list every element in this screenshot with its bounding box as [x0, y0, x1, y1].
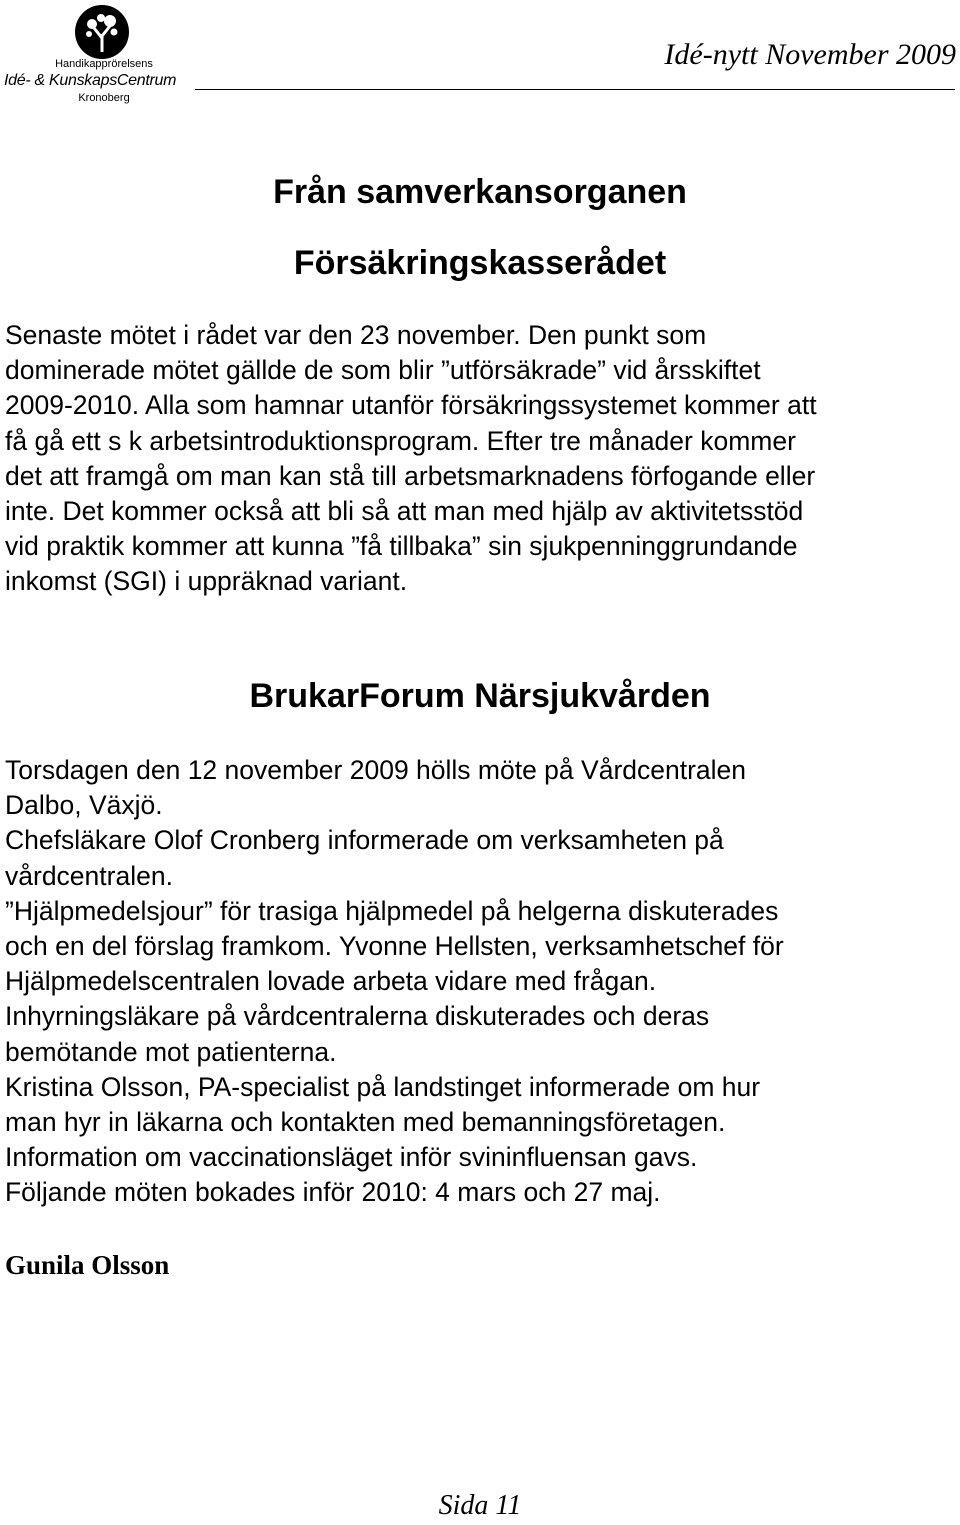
text-line: dominerade mötet gällde de som blir ”utförsäkrade” vid årsskiftet: [5, 355, 761, 386]
section-body-brukarforum: [5, 753, 955, 1211]
tree-logo-icon: [74, 4, 130, 60]
logo-region-line: Kronoberg: [78, 92, 130, 104]
text-line: Information om vaccinationsläget inför svininfluensan gavs.: [5, 1142, 698, 1173]
text-line: Hjälpmedelscentralen lovade arbeta vidare med frågan.: [5, 966, 657, 997]
text-line: Kristina Olsson, PA-specialist på landstinget informerade om hur: [5, 1071, 761, 1102]
text-line: bemötande mot patienterna.: [5, 1036, 337, 1067]
main-heading: Från samverkansorganen: [273, 173, 687, 211]
text-line: Följande möten bokades inför 2010: 4 mars och 27 maj.: [5, 1177, 661, 1208]
text-line: Inhyrningsläkare på vårdcentralerna diskuterades och deras: [5, 1001, 710, 1032]
text-line: inkomst (SGI) i uppräknad variant.: [5, 566, 408, 597]
text-line: man hyr in läkarna och kontakten med bemanningsföretagen.: [5, 1107, 726, 1138]
text-line: inte. Det kommer också att bli så att man med hjälp av aktivitetsstöd: [5, 496, 804, 527]
header-divider: [195, 89, 955, 90]
text-line: och en del förslag framkom. Yvonne Hellsten, verksamhetschef för: [5, 931, 784, 962]
section-body-forsakringskassan: [5, 318, 955, 600]
text-line: Torsdagen den 12 november 2009 hölls möte på Vårdcentralen: [5, 755, 747, 785]
text-line: ”Hjälpmedelsjour” för trasiga hjälpmedel på helgerna diskuterades: [5, 895, 779, 926]
text-line: vårdcentralen.: [5, 860, 173, 891]
section-heading-brukarforum: BrukarForum Närsjukvården: [249, 677, 711, 715]
organization-logo: [4, 2, 204, 106]
text-line: Chefsläkare Olof Cronberg informerade om verksamheten på: [5, 825, 724, 856]
page-header: [0, 0, 960, 110]
text-line: få gå ett s k arbetsintroduktionsprogram. Efter tre månader kommer: [5, 425, 796, 456]
text-line: 2009-2010. Alla som hamnar utanför försäkringssystemet kommer att: [5, 390, 817, 421]
text-line: Senaste mötet i rådet var den 23 november. Den punkt som: [5, 320, 707, 350]
newsletter-title: Idé-nytt November 2009: [664, 38, 956, 71]
logo-org-line: Handikapprörelsens: [55, 58, 153, 70]
text-line: det att framgå om man kan stå till arbetsmarknadens förfogande eller: [5, 460, 816, 491]
section-heading-forsakringskassan: Försäkringskasserådet: [293, 244, 667, 282]
author-signature: Gunila Olsson: [5, 1250, 170, 1280]
text-line: vid praktik kommer att kunna ”få tillbaka” sin sjukpenninggrundande: [5, 531, 798, 562]
logo-name-line: Idé- & KunskapsCentrum: [4, 72, 177, 89]
text-line: Dalbo, Växjö.: [5, 790, 163, 821]
page-number: Sida 11: [438, 1490, 522, 1521]
